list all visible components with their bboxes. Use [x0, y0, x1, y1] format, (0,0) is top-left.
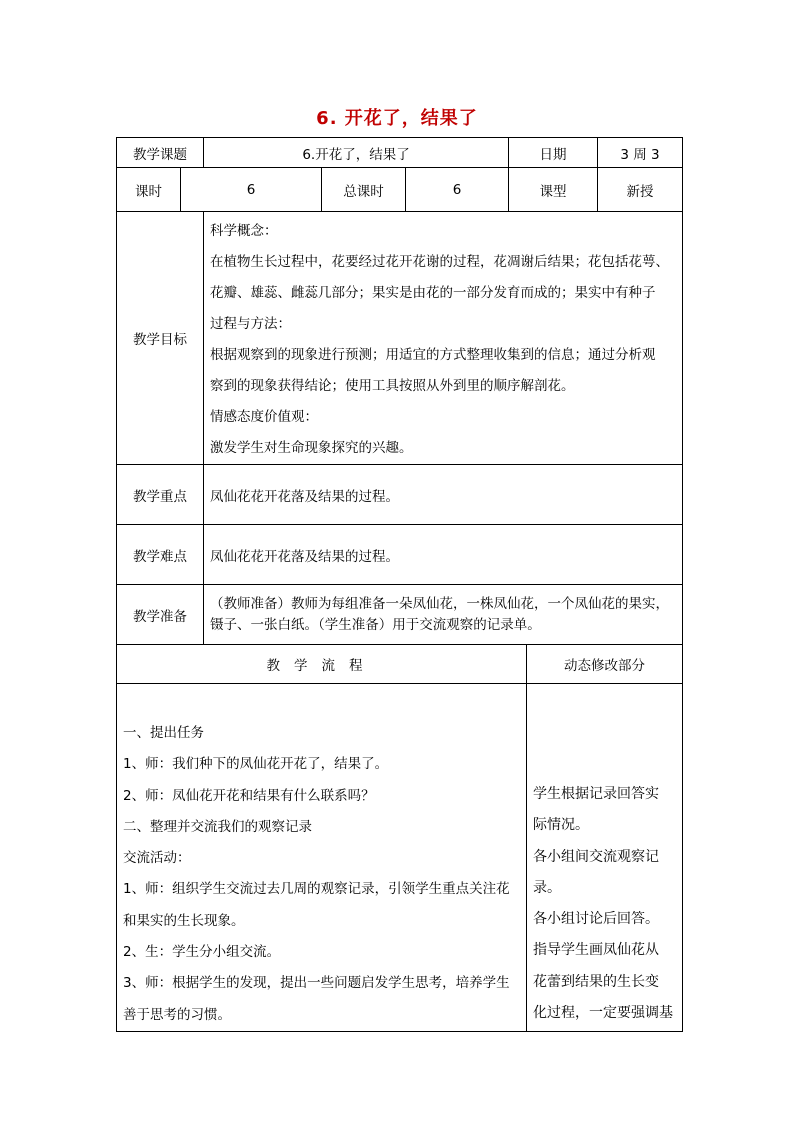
objectives-line: 根据观察到的现象进行预测；用适宜的方式整理收集到的信息；通过分析观: [210, 347, 656, 363]
period-label: 课时: [117, 168, 181, 212]
lesson-topic-value: 6.开花了，结果了: [204, 138, 509, 168]
notes-line: 化过程，一定要强调基: [533, 1005, 674, 1022]
flow-line: 1、师：组织学生交流过去几周的观察记录，引领学生重点关注花: [123, 881, 510, 898]
objectives-line: 激发学生对生命现象探究的兴趣。: [210, 440, 413, 456]
document-title: 6. 开花了，结果了: [316, 108, 478, 129]
row-topic: [117, 138, 683, 168]
notes-line: 花蕾到结果的生长变: [533, 973, 660, 990]
total-periods-value: 6: [406, 168, 509, 212]
row-key-point: [117, 465, 683, 525]
flow-line: 二、整理并交流我们的观察记录: [123, 818, 312, 835]
flow-line: 2、师：凤仙花开花和结果有什么联系吗？: [123, 787, 375, 804]
preparation-line: 镊子、一张白纸。（学生准备）用于交流观察的记录单。: [210, 616, 541, 633]
objectives-line: 花瓣、雄蕊、雌蕊几部分；果实是由花的一部分发育而成的；果实中有种子: [210, 285, 656, 301]
difficulty-label: 教学难点: [117, 525, 204, 585]
preparation-line: （教师准备）教师为每组准备一朵凤仙花，一株凤仙花，一个凤仙花的果实，: [210, 595, 669, 612]
preparation-content: [204, 585, 683, 645]
flow-line: 1、师：我们种下的凤仙花开花了，结果了。: [123, 756, 389, 773]
period-value: 6: [181, 168, 322, 212]
objectives-line: 察到的现象获得结论；使用工具按照从外到里的顺序解剖花。: [210, 378, 575, 394]
flow-line: 一、提出任务: [123, 725, 204, 741]
row-objectives: [117, 212, 683, 465]
objectives-line: 科学概念：: [210, 223, 278, 239]
flow-content: [117, 684, 527, 1032]
flow-notes: [527, 684, 683, 1032]
notes-line: 指导学生画凤仙花从: [533, 942, 660, 959]
notes-line: 际情况。: [533, 817, 590, 834]
row-flow: [117, 684, 683, 1032]
objectives-content: [204, 212, 683, 465]
total-periods-label: 总课时: [322, 168, 406, 212]
objectives-line: 情感态度价值观：: [210, 409, 318, 425]
key-point-label: 教学重点: [117, 465, 204, 525]
date-label: 日期: [509, 138, 598, 168]
preparation-label: 教学准备: [117, 585, 204, 645]
notes-line: 学生根据记录回答实: [533, 786, 660, 802]
notes-line: 各小组讨论后回答。: [533, 911, 660, 928]
flow-line: 和果实的生长现象。: [123, 912, 245, 929]
flow-line: 3、师：根据学生的发现，提出一些问题启发学生思考，培养学生: [123, 975, 510, 992]
flow-line: 2、生：学生分小组交流。: [123, 944, 281, 961]
flow-line: 交流活动：: [123, 850, 191, 867]
row-flow-header: [117, 645, 683, 684]
flow-header-right: 动态修改部分: [527, 645, 683, 684]
lesson-type-label: 课型: [509, 168, 598, 212]
row-difficulty: [117, 525, 683, 585]
date-value: 3 周 3: [598, 138, 683, 168]
objectives-label: 教学目标: [117, 212, 204, 465]
objectives-line: 过程与方法：: [210, 316, 291, 332]
flow-line: 善于思考的习惯。: [123, 1006, 231, 1023]
objectives-line: 在植物生长过程中，花要经过花开花谢的过程，花凋谢后结果；花包括花萼、: [210, 254, 669, 270]
row-periods: [117, 168, 683, 212]
lesson-plan-table: [116, 137, 683, 1032]
difficulty-value: 凤仙花花开花落及结果的过程。: [204, 525, 683, 585]
row-preparation: [117, 585, 683, 645]
flow-header-left: 教学流程: [117, 645, 527, 684]
notes-line: 各小组间交流观察记: [533, 848, 660, 865]
notes-line: 录。: [533, 879, 562, 896]
lesson-topic-label: 教学课题: [117, 138, 204, 168]
key-point-value: 凤仙花花开花落及结果的过程。: [204, 465, 683, 525]
lesson-type-value: 新授: [598, 168, 683, 212]
